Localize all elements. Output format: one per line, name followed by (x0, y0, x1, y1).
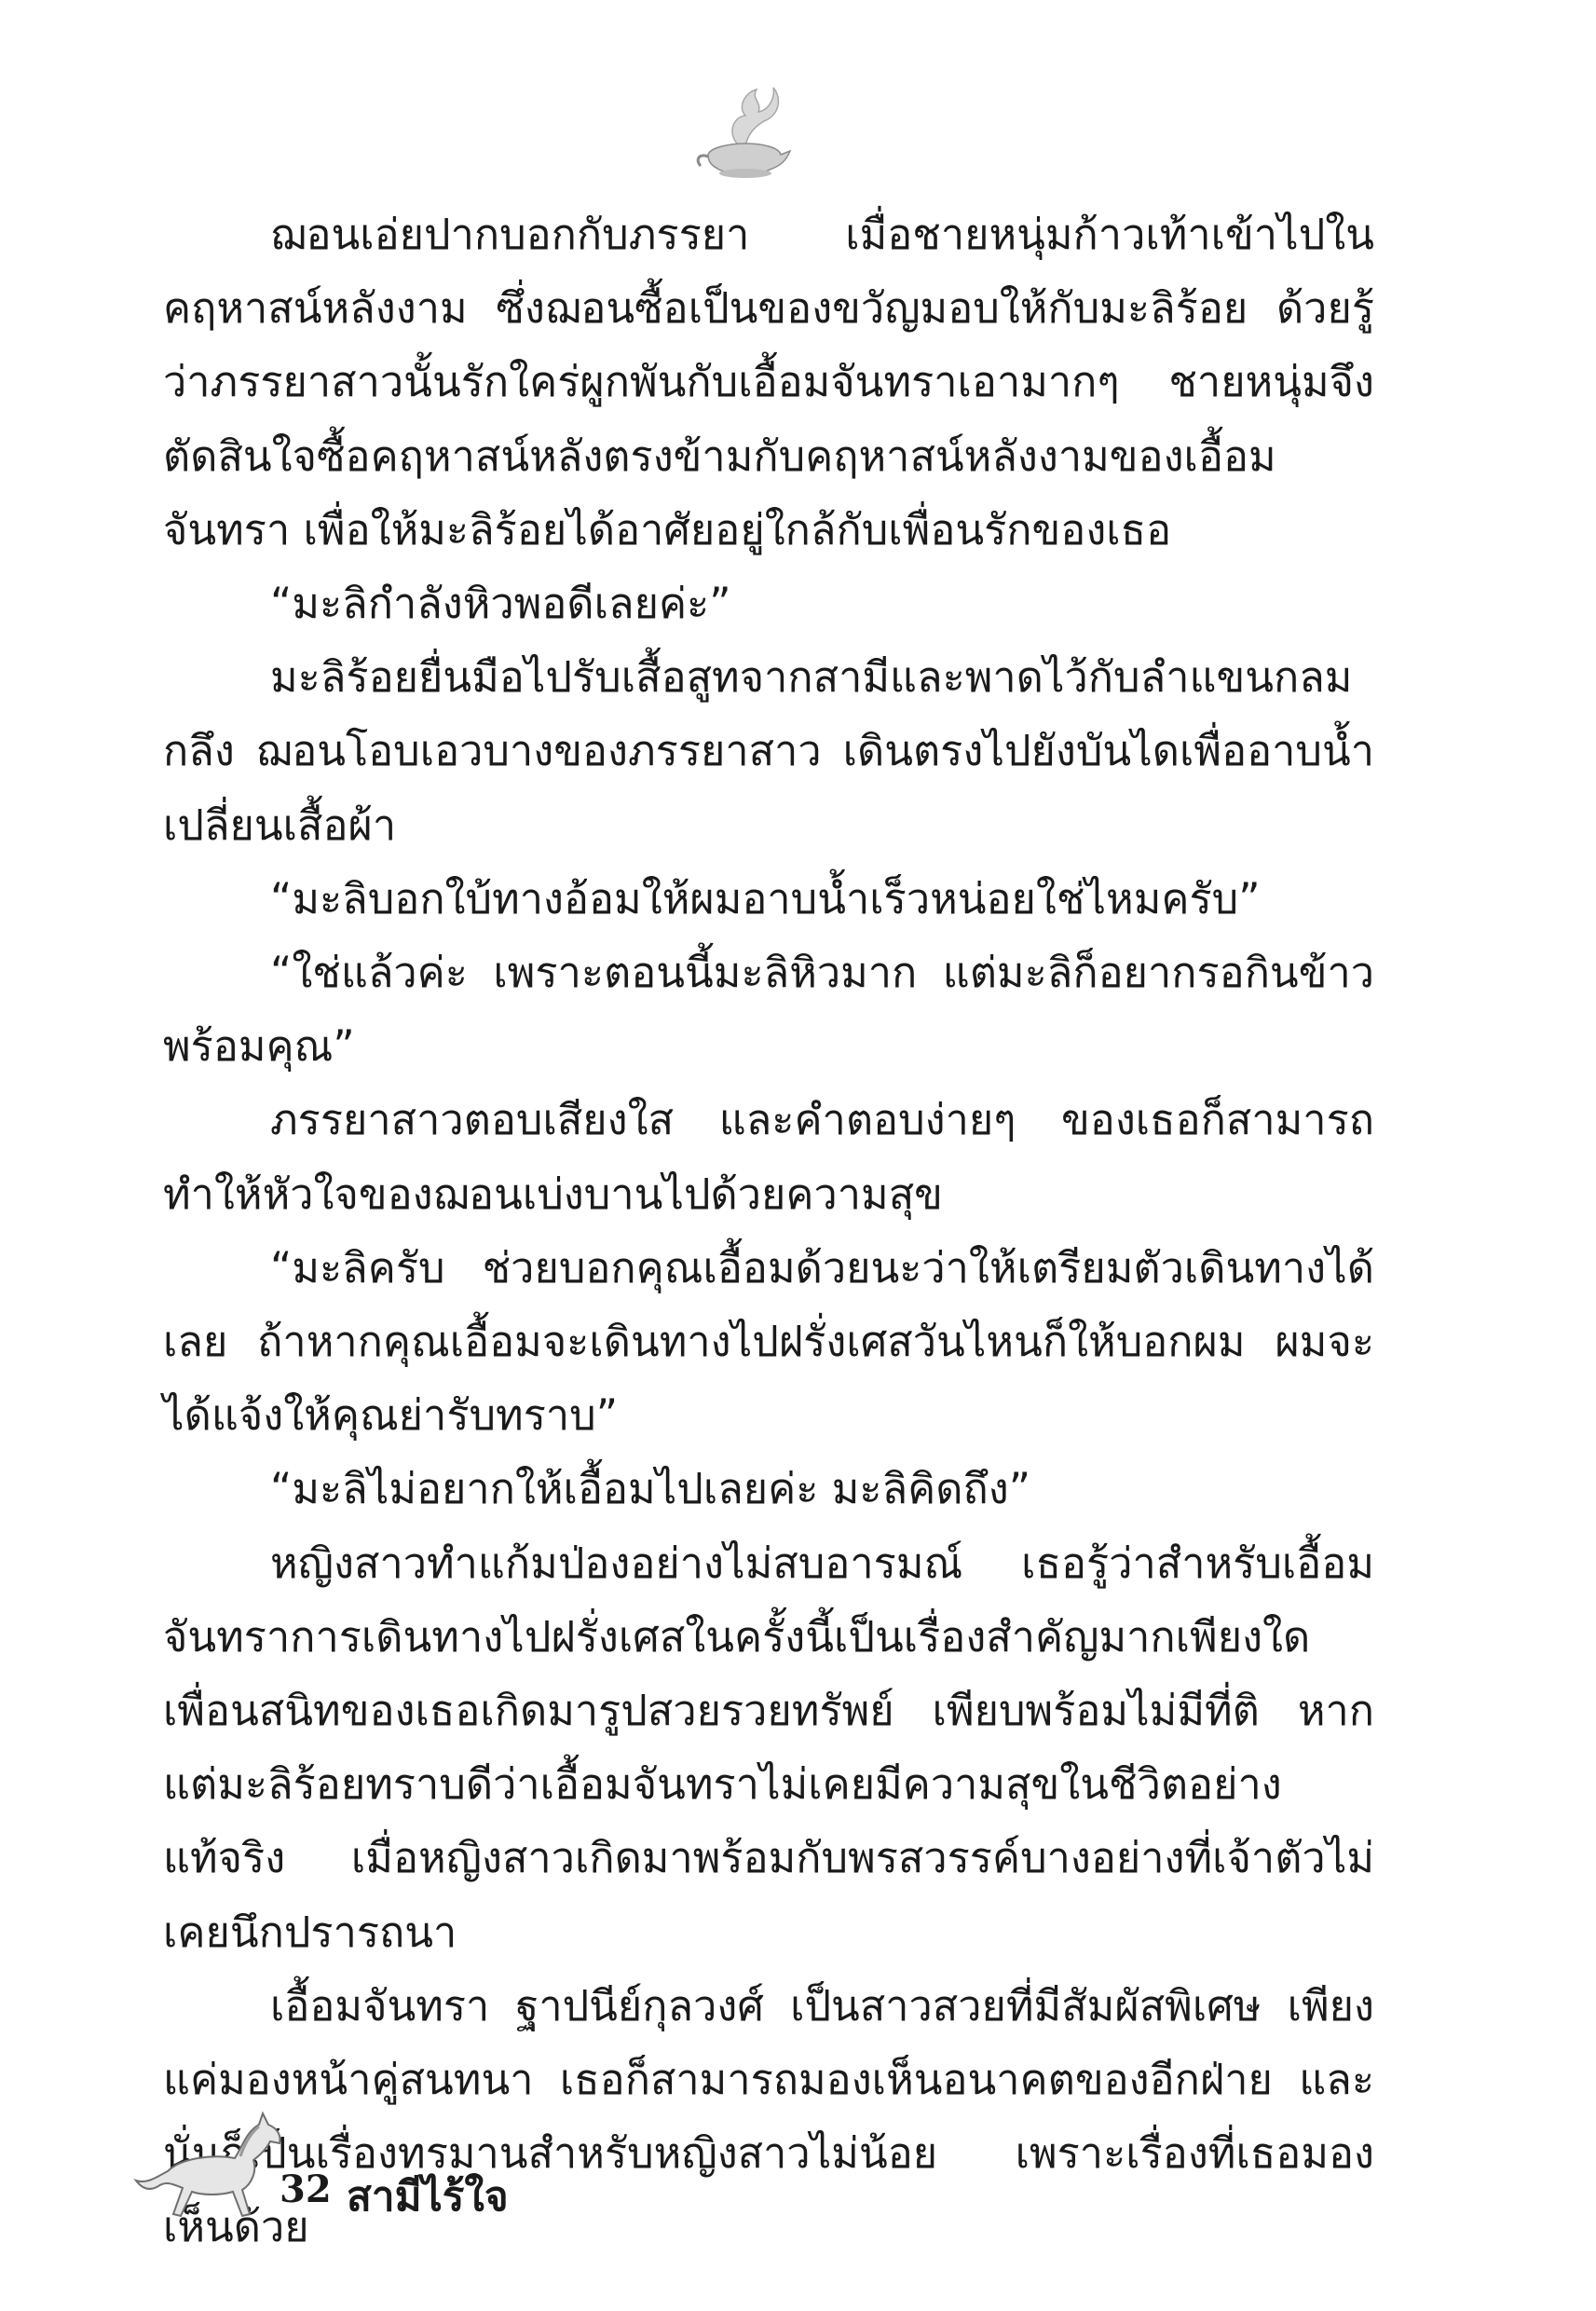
paragraph: “มะลิกำลังหิวพอดีเลยค่ะ” (270, 579, 731, 629)
paragraph: ฌอนเอ่ยปากบอกกับภรรยา เมื่อชายหนุ่มก้าวเท้าเข้าไปในคฤหาสน์หลังงาม ซึ่งฌอนซื้อเป็นของขวัญมอบให้กับมะลิร้อย ด้วยรู้ว่าภรรยาสาวนั้นรักใคร่ผูกพันกับเอื้อมจันทราเอามากๆ ชายหนุ่มจึงตัดสินใจซื้อคฤหาสน์หลังตรงข้ามกับคฤหาสน์หลังงามของเอื้อมจันทรา เพื่อให้มะลิร้อยได้อาศัยอยู่ใกล้กับเพื่อนรักของเธอ (163, 210, 1374, 554)
paragraph: ภรรยาสาวตอบเสียงใส และคำตอบง่ายๆ ของเธอก็สามารถทำให้หัวใจของฌอนเบ่งบานไปด้วยความสุข (163, 1095, 1374, 1219)
body-text (163, 198, 1374, 2264)
paragraph: “มะลิไม่อยากให้เอื้อมไปเลยค่ะ มะลิคิดถึง” (270, 1464, 1031, 1514)
paragraph: “มะลิบอกใบ้ทางอ้อมให้ผมอาบน้ำเร็วหน่อยใช่ไหมครับ” (270, 873, 1261, 923)
paragraph: มะลิร้อยยื่นมือไปรับเสื้อสูทจากสามีและพาดไว้กับลำแขนกลมกลึง ฌอนโอบเอวบางของภรรยาสาว เดินตรงไปยังบันไดเพื่ออาบน้ำเปลี่ยนเสื้อผ้า (163, 652, 1374, 850)
horse-icon (130, 2106, 289, 2222)
paragraph: หญิงสาวทำแก้มป่องอย่างไม่สบอารมณ์ เธอรู้ว่าสำหรับเอื้อมจันทราการเดินทางไปฝรั่งเศสในครั้งนี้เป็นเรื่องสำคัญมากเพียงใด เพื่อนสนิทของเธอเกิดมารูปสวยรวยทรัพย์ เพียบพร้อมไม่มีที่ติ หากแต่มะลิร้อยทราบดีว่าเอื้อมจันทราไม่เคยมีความสุขในชีวิตอย่างแท้จริง เมื่อหญิงสาวเกิดมาพร้อมกับพรสวรรค์บางอย่างที่เจ้าตัวไม่เคยนึกปรารถนา (163, 1538, 1374, 1957)
page-number: 32 (280, 2167, 332, 2211)
paragraph: “ใช่แล้วค่ะ เพราะตอนนี้มะลิหิวมาก แต่มะลิก็อยากรอกินข้าวพร้อมคุณ” (163, 948, 1374, 1072)
paragraph: “มะลิครับ ช่วยบอกคุณเอื้อมด้วยนะว่าให้เตรียมตัวเดินทางได้เลย ถ้าหากคุณเอื้อมจะเดินทางไปฝรั่งเศสวันไหนก็ให้บอกผม ผมจะได้แจ้งให้คุณย่ารับทราบ” (163, 1242, 1374, 1441)
genie-lamp-icon (689, 82, 801, 185)
paragraph: เอื้อมจันทรา ฐาปนีย์กุลวงศ์ เป็นสาวสวยที่มีสัมผัสพิเศษ เพียงแค่มองหน้าคู่สนทนา เธอก็สามารถมองเห็นอนาคตของอีกฝ่าย และนั่นก็เป็นเรื่องทรมานสำหรับหญิงสาวไม่น้อย เพราะเรื่องที่เธอมองเห็นด้วย (163, 1980, 1374, 2252)
page-footer (130, 2106, 689, 2227)
book-title: สามีไร้ใจ (347, 2173, 509, 2221)
